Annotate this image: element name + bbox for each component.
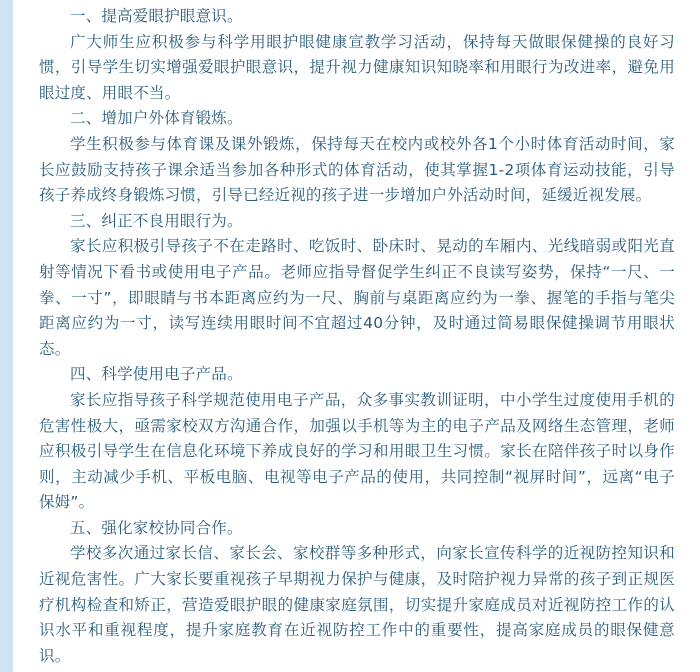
section-heading: 五、强化家校协同合作。 (70, 518, 243, 537)
section-paragraph: 家长应指导孩子科学规范使用电子产品，众多事实教训证明，中小学生过度使用手机的危害性极大，亟需家校双方沟通合作，加强以手机等为主的电子产品及网络生态管理，老师应积极引导学生在信息化环境下养成良好的学习和用眼卫生习惯。家长在陪伴孩子时以身作则，主动减少手机、平板电脑、电视等电子产品的使用，共同控制“视屏时间”，远离“电子保姆”。 (39, 390, 675, 512)
section-heading: 一、提高爱眼护眼意识。 (70, 7, 243, 25)
section-heading: 二、增加户外体育锻炼。 (70, 109, 243, 128)
left-accent-bar (0, 0, 13, 672)
section-paragraph: 学校多次通过家长信、家长会、家校群等多种形式，向家长宣传科学的近视防控知识和近视危害性。广大家长要重视孩子早期视力保护与健康，及时陪护视力异常的孩子到正规医疗机构检查和矫正，营造爱眼护眼的健康家庭氛围，切实提升家庭成员对近视防控工作的认识水平和重视程度，提升家庭教育在近视防控工作中的重要性，提高家庭成员的眼保健意识。 (39, 544, 675, 665)
section-paragraph: 家长应积极引导孩子不在走路时、吃饭时、卧床时、晃动的车厢内、光线暗弱或阳光直射等情况下看书或使用电子产品。老师应指导督促学生纠正不良读写姿势，保持“一尺、一拳、一寸”，即眼睛与书本距离应约为一尺、胸前与桌距离应约为一拳、握笔的手指与笔尖距离应约为一寸，读写连续用眼时间不宜超过40分钟，及时通过简易眼保健操调节用眼状态。 (39, 237, 675, 358)
article-body (13, 4, 675, 669)
section-heading: 三、纠正不良用眼行为。 (70, 211, 243, 230)
section-paragraph: 学生积极参与体育课及课外锻炼，保持每天在校内或校外各1个小时体育活动时间，家长应鼓励支持孩子课余适当参加各种形式的体育活动，使其掌握1-2项体育运动技能，引导孩子养成终身锻炼习惯，引导已经近视的孩子进一步增加户外活动时间，延缓近视发展。 (39, 134, 675, 205)
section-heading: 四、科学使用电子产品。 (70, 365, 243, 384)
section-paragraph: 广大师生应积极参与科学用眼护眼健康宣教学习活动，保持每天做眼保健操的良好习惯，引导学生切实增强爱眼护眼意识，提升视力健康知识知晓率和用眼行为改进率，避免用眼过度、用眼不当。 (39, 32, 675, 102)
